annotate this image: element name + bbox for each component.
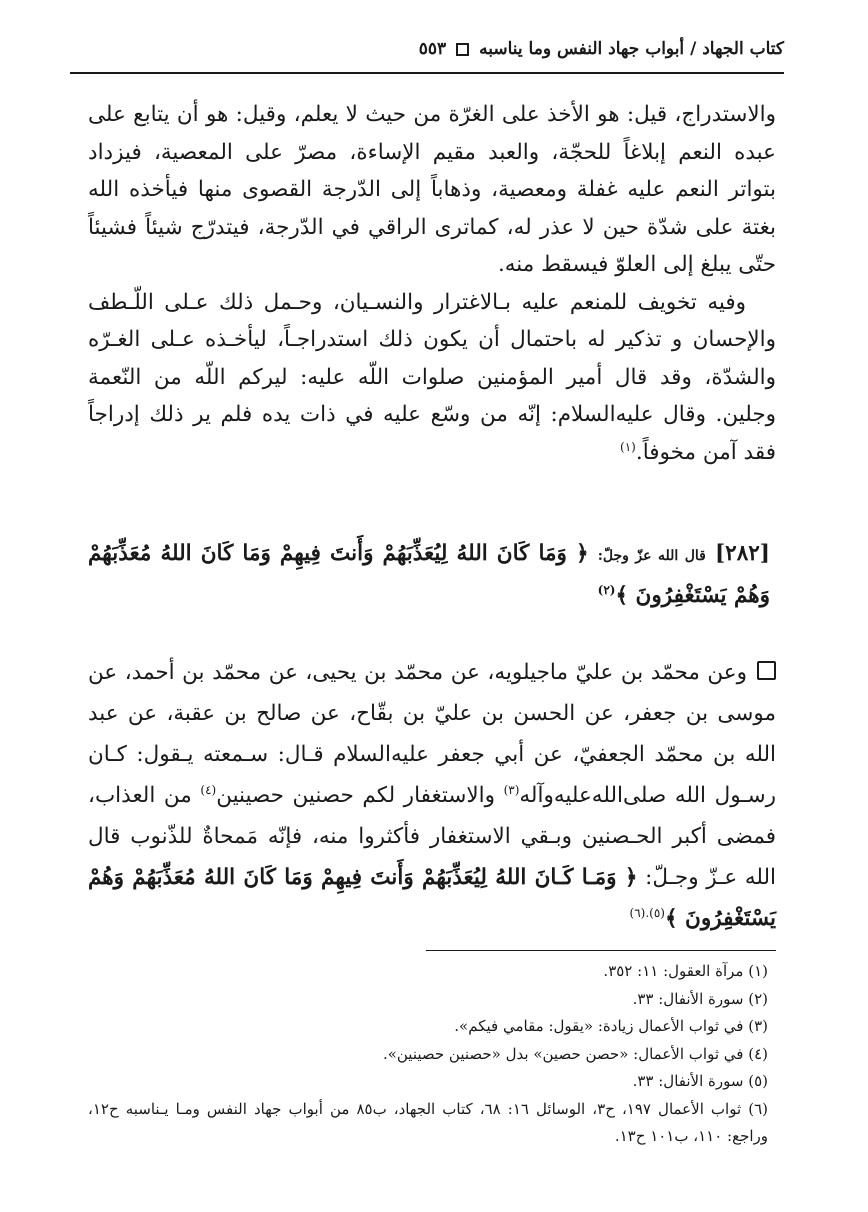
verse-heading [88, 534, 770, 616]
paragraph-1: والاستدراج، قيل: هو الأخذ على الغرّة من حيث لا يعلم، وقيل: هو أن يتابع على عبده النعم إبلاغاً للحجّة، والعبد مقيم الإساءة، مصرّ على المعصية، فيزداد بتواتر النعم عليه غفلة ومعصية، وذهاباً إلى الدّرجة القصوى منها فيأخذه الله بغتة على شدّة حين لا عذر له، كماترى الراقي في الدّرجة، فيتدرّج شيئاً فشيئاً حتّى يبلغ إلى العلوّ فيسقط منه. [88, 102, 776, 277]
paragraph-2 [88, 284, 776, 472]
header-title: كتاب الجهاد / أبواب جهاد النفس وما يناسبه [479, 39, 784, 59]
narration-text-c: من العذاب، فمضى أكبر الحـصنين وبـقي الاستغفار فأكثروا منه، فإنّه مَمحاةٌ للذّنوب قال الله عـزّ وجـلّ: [88, 783, 776, 890]
footnote-rule [426, 950, 776, 951]
running-header [82, 34, 784, 64]
verse-intro: قال الله عزّ وجلّ: [597, 548, 706, 564]
footnote-ref-6: .(٦) [629, 905, 650, 920]
footnote-4: (٤) في ثواب الأعمال: «حصن حصين» بدل «حصنين حصينين». [382, 1044, 768, 1063]
verse-text: ﴿ وَمَا كَانَ اللهُ لِيُعَذِّبَهُمْ وَأَنتَ فِيهِمْ وَمَا كَانَ اللهُ مُعَذِّبَهُمْ وَهُمْ يَسْتَغْفِرُونَ ﴾ [88, 541, 770, 608]
narration-text-a: وعن محمّد بن عليّ ماجيلويه، عن محمّد بن يحيى، عن محمّد بن أحمد، عن موسى بن جعفر، عن الحسن بن عليّ بن بقّاح، عن صالح بن عقبة، عن عبد الله بن محمّد الجعفيّ، عن أبي جعفر عليه‌السلام قـال: سـمعته يـقول: كـان رسـول الله صلى‌الله‌عليه‌وآله [88, 660, 776, 808]
header-separator-square [456, 43, 469, 56]
narration-quran-verse: ﴿ وَمَـا كَـانَ اللهُ لِيُعَذِّبَهُمْ وَأَنتَ فِيهِمْ وَمَا كَانَ اللهُ مُعَذِّبَهُمْ وَهُمْ يَسْتَغْفِرُونَ ﴾ [88, 865, 776, 931]
footnote-ref-5: (٥) [649, 905, 665, 920]
page-number: ٥٥٣ [418, 39, 447, 59]
footnote-ref-1: (١) [620, 439, 636, 454]
footnotes [88, 958, 768, 1151]
footnote-ref-2: (٢) [597, 582, 616, 597]
narration-text-b: والاستغفار لكم حصنين حصينين [216, 783, 495, 808]
commentary-text [88, 96, 776, 471]
header-rule [70, 72, 784, 74]
hadith-narration [88, 652, 776, 939]
verse-number: [٢٨٢] [714, 541, 770, 566]
footnote-3: (٣) في ثواب الأعمال زيادة: «يقول: مقامي فيكم». [454, 1017, 768, 1035]
footnote-1: (١) مرآة العقول: ١١: ٣٥٢. [603, 962, 768, 980]
footnote-2: (٢) سورة الأنفال: ٣٣. [632, 989, 768, 1008]
narration-marker-square [757, 661, 776, 680]
paragraph-2-text: وفيه تخويف للمنعم عليه بـالاغترار والنسـيان، وحـمل ذلك عـلى اللّـطف والإحسان و تذكير له باحتمال أن يكون ذلك استدراجـاً، ليأخـذه عـلى الغـرّه والشدّة، وقد قال أمير المؤمنين صلوات اللّه عليه: ليركم اللّه من النّعمة وجلين. وقال عليه‌السلام: إنّه من وسّع عليه في ذات يده فلم ير ذلك إدراجاً فقد آمن مخوفاً. [88, 289, 776, 465]
footnote-ref-4: (٤) [200, 782, 217, 797]
footnote-5: (٥) سورة الأنفال: ٣٣. [632, 1072, 768, 1090]
footnote-ref-3: (٣) [503, 782, 520, 797]
footnote-6: (٦) ثواب الأعمال ١٩٧، ح٣، الوسائل ١٦: ٦٨، كتاب الجهاد، ب٨٥ من أبواب جهاد النفس ومـا يـناسبه ح١٢، وراجع: ١١٠، ب١٠١ ح١٣. [88, 1099, 768, 1145]
